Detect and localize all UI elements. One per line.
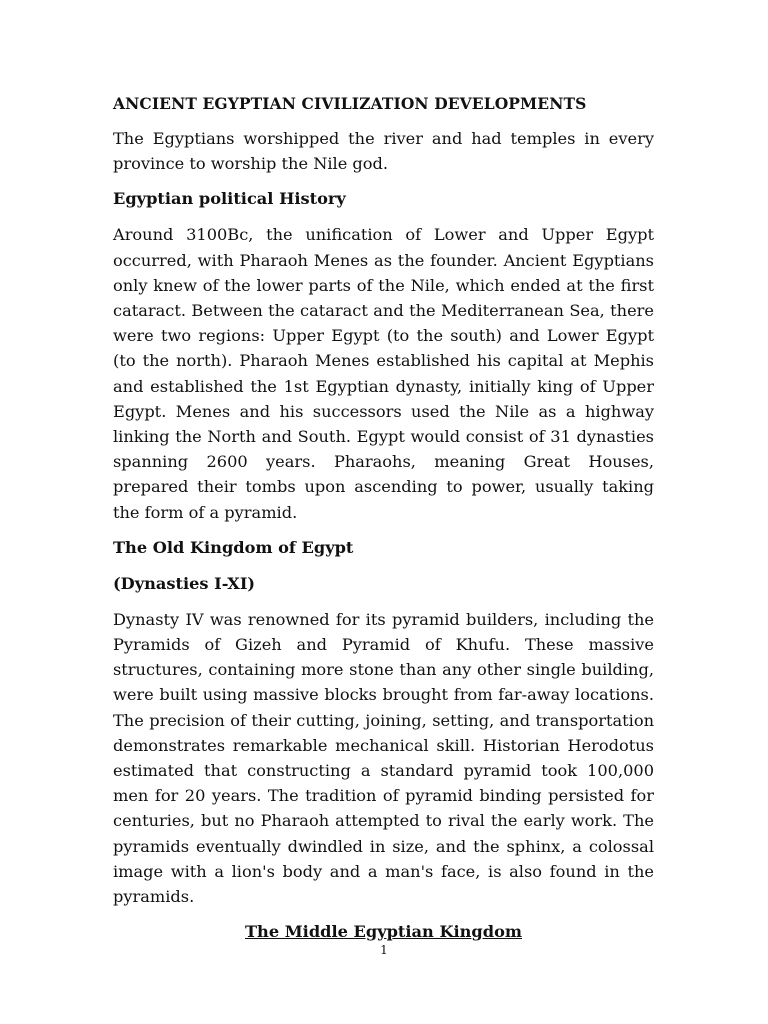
intro-paragraph: The Egyptians worshipped the river and had temples in every province to worship the Nile god. (113, 129, 654, 174)
section-heading-old-kingdom: The Old Kingdom of Egypt (113, 537, 354, 557)
document-title: ANCIENT EGYPTIAN CIVILIZATION DEVELOPMENTS (113, 94, 587, 113)
section-subheading-dynasties: (Dynasties I-XI) (113, 573, 256, 593)
old-kingdom-paragraph: Dynasty IV was renowned for its pyramid builders, including the Pyramids of Gizeh and Pyramid of Khufu. These massive structures, containing more stone than any other single building, were built using massive blocks brought from far-away locations. The precision of their cutting, joining, setting, and transportation demonstrates remarkable mechanical skill. Historian Herodotus estimated that constructing a standard pyramid took 100,000 men for 20 years. The tradition of pyramid binding persisted for centuries, but no Pharaoh attempted to rival the early work. The pyramids eventually dwindled in size, and the sphinx, a colossal image with a lion's body and a man's face, is also found in the pyramids. (113, 609, 654, 907)
section-heading-political-history: Egyptian political History (113, 189, 346, 209)
document-page (113, 92, 654, 955)
page-number: 1 (380, 943, 388, 957)
political-history-paragraph: Around 3100Bc, the unification of Lower and Upper Egypt occurred, with Pharaoh Menes as the founder. Ancient Egyptians only knew of the lower parts of the Nile, which ended at the first cataract. Between the cataract and the Mediterranean Sea, there were two regions: Upper Egypt (to the south) and Lower Egypt (to the north). Pharaoh Menes established his capital at Mephis and established the 1st Egyptian dynasty, initially king of Upper Egypt. Menes and his successors used the Nile as a highway linking the North and South. Egypt would consist of 31 dynasties spanning 2600 years. Pharaohs, meaning Great Houses, prepared their tombs upon ascending to power, usually taking the form of a pyramid. (113, 225, 654, 522)
section-heading-middle-kingdom: The Middle Egyptian Kingdom (245, 922, 522, 942)
